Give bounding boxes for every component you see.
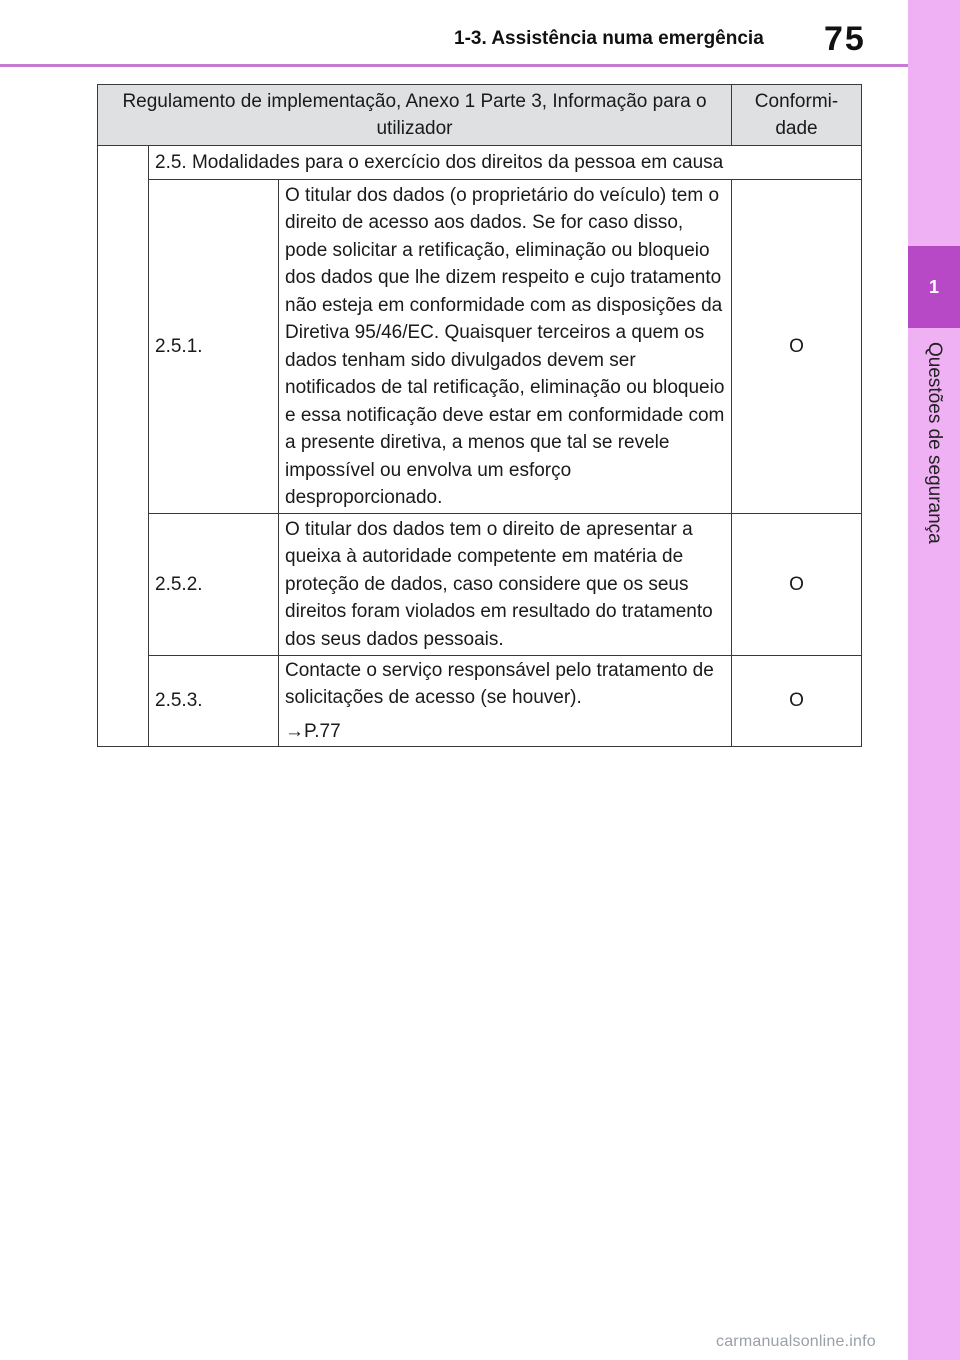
watermark: carmanualsonline.info: [716, 1333, 876, 1350]
row-description: O titular dos dados (o proprietário do veículo) tem o direito de acesso aos dados. Se for caso disso, pode solicitar a retificação, eliminação ou bloqueio dos dados que lhe dizem respeito e cujo tratamento não esteja em conformidade com as disposições da Diretiva 95/46/EC. Quaisquer terceiros a quem os dados tenham sido divulgados devem ser notificados de tal retificação, eliminação ou bloqueio e essa notificação deve estar em conformidade com a presente diretiva, a menos que tal se revele impossível ou envolva um esforço desproporcionado.: [279, 180, 732, 514]
section-title: 1-3. Assistência numa emergência: [454, 28, 764, 49]
chapter-side-tab: [908, 0, 960, 1360]
table-header-row: [98, 85, 862, 146]
header-conformity: Conformi-dade: [732, 85, 862, 146]
row-conformity: O: [732, 656, 862, 747]
regulation-table: [97, 84, 862, 747]
table-row: [98, 656, 862, 747]
page-reference-link[interactable]: →P.77: [285, 720, 341, 742]
table-row: [98, 180, 862, 514]
section-row-label: 2.5. Modalidades para o exercício dos direitos da pessoa em causa: [149, 146, 862, 180]
row-conformity: O: [732, 514, 862, 656]
chapter-label: Questões de segurança: [924, 342, 945, 544]
row-id: 2.5.3.: [149, 656, 279, 747]
chapter-number-badge: 1: [908, 246, 960, 328]
row-conformity: O: [732, 180, 862, 514]
header-regulation: Regulamento de implementação, Anexo 1 Parte 3, Informação para o utilizador: [98, 85, 732, 146]
row-id: 2.5.2.: [149, 514, 279, 656]
row-description-text: Contacte o serviço responsável pelo tratamento de solicitações de acesso (se houver).: [285, 659, 714, 709]
row-description: [279, 656, 732, 747]
indent-cell: [98, 146, 149, 747]
page-number: 75: [824, 20, 866, 58]
header-rule: [0, 64, 908, 67]
row-id: 2.5.1.: [149, 180, 279, 514]
table-row: [98, 514, 862, 656]
row-description: O titular dos dados tem o direito de apresentar a queixa à autoridade competente em matéria de proteção de dados, caso considere que os seus direitos foram violados em resultado do tratamento dos seus dados pessoais.: [279, 514, 732, 656]
section-row: [98, 146, 862, 180]
